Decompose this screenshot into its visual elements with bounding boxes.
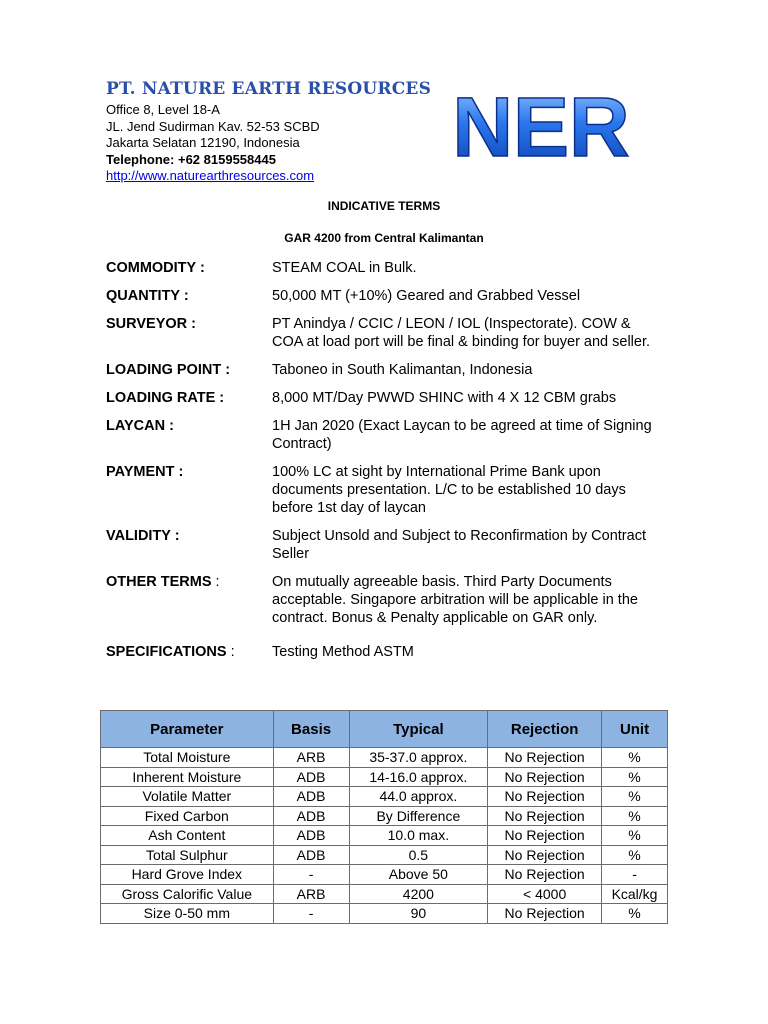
company-address xyxy=(106,102,320,185)
table-cell: - xyxy=(273,904,349,924)
term-label: PAYMENT : xyxy=(106,464,184,480)
table-cell: ADB xyxy=(273,787,349,807)
table-cell: % xyxy=(602,806,668,826)
table-cell: Gross Calorific Value xyxy=(101,884,274,904)
table-cell: ADB xyxy=(273,767,349,787)
document-subtitle: GAR 4200 from Central Kalimantan xyxy=(284,231,484,245)
term-value: 100% LC at sight by International Prime Bank upon documents presentation. L/C to be established 10 days before 1st day of laycan xyxy=(272,464,626,516)
table-cell: No Rejection xyxy=(488,767,602,787)
table-cell: No Rejection xyxy=(488,865,602,885)
table-row xyxy=(101,826,668,846)
column-header: Parameter xyxy=(101,711,274,748)
website-link[interactable]: http://www.naturearthresources.com xyxy=(106,168,315,183)
table-row xyxy=(101,748,668,768)
table-cell: % xyxy=(602,826,668,846)
table-cell: 0.5 xyxy=(349,845,488,865)
table-cell: Hard Grove Index xyxy=(101,865,274,885)
table-cell: - xyxy=(273,865,349,885)
table-cell: 10.0 max. xyxy=(349,826,488,846)
term-label: SURVEYOR : xyxy=(106,316,196,332)
term-label: OTHER TERMS : xyxy=(106,574,220,590)
table-row xyxy=(101,806,668,826)
table-cell: % xyxy=(602,748,668,768)
table-cell: No Rejection xyxy=(488,826,602,846)
table-cell: 14-16.0 approx. xyxy=(349,767,488,787)
term-value: 50,000 MT (+10%) Geared and Grabbed Vessel xyxy=(272,288,581,304)
term-label: SPECIFICATIONS : xyxy=(106,644,235,660)
table-cell: ADB xyxy=(273,826,349,846)
table-cell: % xyxy=(602,845,668,865)
specifications-table xyxy=(100,710,668,924)
table-body xyxy=(101,748,668,924)
column-header: Rejection xyxy=(488,711,602,748)
table-cell: No Rejection xyxy=(488,845,602,865)
term-label: LOADING RATE : xyxy=(106,390,225,406)
table-cell: % xyxy=(602,787,668,807)
term-validity xyxy=(106,527,666,563)
table-cell: ARB xyxy=(273,748,349,768)
term-value: 8,000 MT/Day PWWD SHINC with 4 X 12 CBM grabs xyxy=(272,390,617,406)
column-header: Basis xyxy=(273,711,349,748)
table-cell: Inherent Moisture xyxy=(101,767,274,787)
table-row xyxy=(101,845,668,865)
table-cell: No Rejection xyxy=(488,806,602,826)
table-row xyxy=(101,787,668,807)
term-label: COMMODITY : xyxy=(106,260,205,276)
table-cell: Ash Content xyxy=(101,826,274,846)
address-line: JL. Jend Sudirman Kav. 52-53 SCBD xyxy=(106,118,320,134)
term-value: 1H Jan 2020 (Exact Laycan to be agreed at time of Signing Contract) xyxy=(272,418,652,452)
term-payment xyxy=(106,463,666,517)
table-cell: % xyxy=(602,767,668,787)
table-cell: ARB xyxy=(273,884,349,904)
term-label: LAYCAN : xyxy=(106,418,174,434)
table-cell: Kcal/kg xyxy=(602,884,668,904)
table-cell: 44.0 approx. xyxy=(349,787,488,807)
term-value: STEAM COAL in Bulk. xyxy=(272,260,417,276)
table-cell: 4200 xyxy=(349,884,488,904)
term-value: Subject Unsold and Subject to Reconfirmation by Contract Seller xyxy=(272,528,646,562)
term-surveyor xyxy=(106,315,666,351)
term-label: QUANTITY : xyxy=(106,288,189,304)
term-value: On mutually agreeable basis. Third Party Documents acceptable. Singapore arbitration will be applicable in the contract. Bonus & Penalty applicable on GAR only. xyxy=(272,574,638,626)
table-cell: Volatile Matter xyxy=(101,787,274,807)
term-specifications xyxy=(106,643,666,661)
logo-text: NER xyxy=(452,84,630,174)
table-cell: Above 50 xyxy=(349,865,488,885)
table-cell: 35-37.0 approx. xyxy=(349,748,488,768)
term-label: LOADING POINT : xyxy=(106,362,231,378)
table-cell: % xyxy=(602,904,668,924)
table-header-row xyxy=(101,711,668,748)
term-loading-point xyxy=(106,361,666,379)
table-row xyxy=(101,884,668,904)
table-cell: < 4000 xyxy=(488,884,602,904)
term-label: VALIDITY : xyxy=(106,528,180,544)
table-cell: By Difference xyxy=(349,806,488,826)
column-header: Typical xyxy=(349,711,488,748)
table-row xyxy=(101,767,668,787)
term-commodity xyxy=(106,259,666,277)
column-header: Unit xyxy=(602,711,668,748)
terms-list xyxy=(106,259,666,671)
term-other-terms xyxy=(106,573,666,627)
table-cell: No Rejection xyxy=(488,904,602,924)
table-cell: Fixed Carbon xyxy=(101,806,274,826)
term-value: Taboneo in South Kalimantan, Indonesia xyxy=(272,362,533,378)
term-laycan xyxy=(106,417,666,453)
term-value: Testing Method ASTM xyxy=(272,644,414,660)
table-row xyxy=(101,865,668,885)
address-line: Jakarta Selatan 12190, Indonesia xyxy=(106,135,300,150)
table-cell: Total Moisture xyxy=(101,748,274,768)
ner-logo xyxy=(446,84,636,174)
table-cell: ADB xyxy=(273,806,349,826)
term-loading-rate xyxy=(106,389,666,407)
telephone: Telephone: +62 8159558445 xyxy=(106,151,276,167)
term-quantity xyxy=(106,287,666,305)
table-cell: Total Sulphur xyxy=(101,845,274,865)
address-line: Office 8, Level 18-A xyxy=(106,102,220,117)
table-row xyxy=(101,904,668,924)
table-cell: - xyxy=(602,865,668,885)
term-value: PT Anindya / CCIC / LEON / IOL (Inspectorate). COW & COA at load port will be final & binding for buyer and seller. xyxy=(272,316,651,350)
table-cell: ADB xyxy=(273,845,349,865)
company-name: PT. NATURE EARTH RESOURCES xyxy=(106,79,432,99)
table-cell: No Rejection xyxy=(488,787,602,807)
document-title: INDICATIVE TERMS xyxy=(327,199,441,213)
table-cell: Size 0-50 mm xyxy=(101,904,274,924)
table-cell: 90 xyxy=(349,904,488,924)
table-cell: No Rejection xyxy=(488,748,602,768)
